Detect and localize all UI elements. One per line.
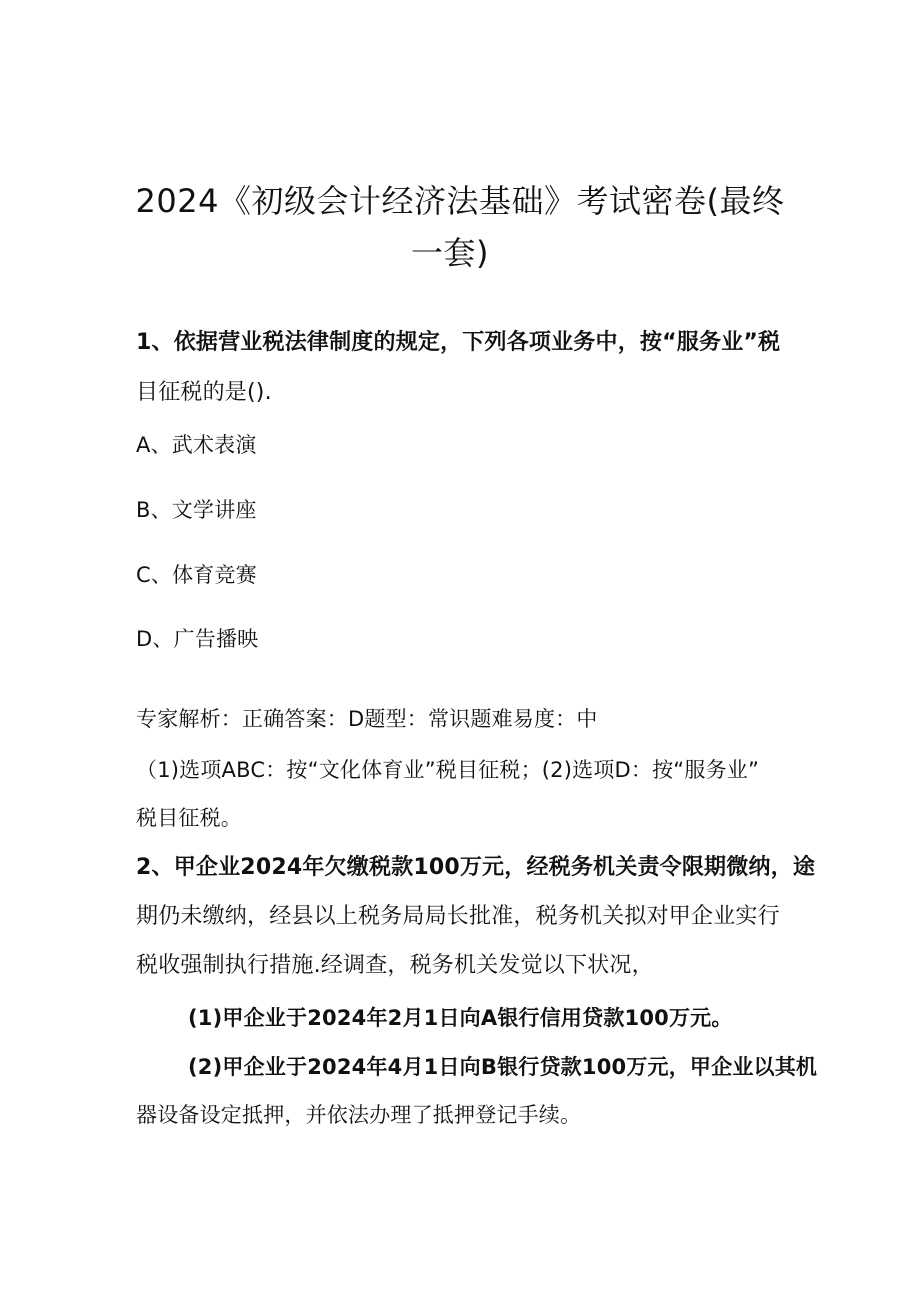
question-1-analysis-line-1: （1)选项ABC：按“文化体育业”税目征税；(2)选项D：按“服务业” — [136, 758, 760, 782]
question-1-option-d: D、广告播映 — [136, 627, 259, 651]
question-2-sub-item-1: (1)甲企业于2024年2月1日向A银行信用贷款100万元。 — [188, 1006, 733, 1030]
document-title-line-1: 2024《初级会计经济法基础》考试密卷(最终 — [135, 182, 785, 220]
question-1-option-a: A、武术表演 — [136, 433, 257, 457]
question-1-analysis-line-2: 税目征税。 — [136, 806, 242, 830]
question-1-option-c: C、体育竞赛 — [136, 563, 257, 587]
question-2-sub-item-2-line-1: (2)甲企业于2024年4月1日向B银行贷款100万元，甲企业以其机 — [188, 1055, 818, 1079]
question-2-stem-line-1: 2、甲企业2024年欠缴税款100万元，经税务机关责令限期微纳，途 — [136, 855, 816, 880]
question-1-stem-line-2: 目征税的是(). — [136, 380, 272, 405]
question-1-stem-line-1: 1、依据营业税法律制度的规定，下列各项业务中，按“服务业”税 — [136, 330, 781, 355]
document-title-line-2: 一套) — [411, 234, 489, 272]
question-2-stem-line-3: 税收强制执行措施.经调查，税务机关发觉以下状况， — [136, 953, 654, 978]
question-1-option-b: B、文学讲座 — [136, 498, 257, 522]
question-1-analysis-header: 专家解析：正确答案：D题型：常识题难易度：中 — [136, 707, 598, 731]
question-2-stem-line-2: 期仍未缴纳，经县以上税务局局长批准，税务机关拟对甲企业实行 — [136, 904, 780, 929]
question-2-sub-item-2-line-2: 器设备设定抵押，并依法办理了抵押登记手续。 — [136, 1103, 582, 1127]
